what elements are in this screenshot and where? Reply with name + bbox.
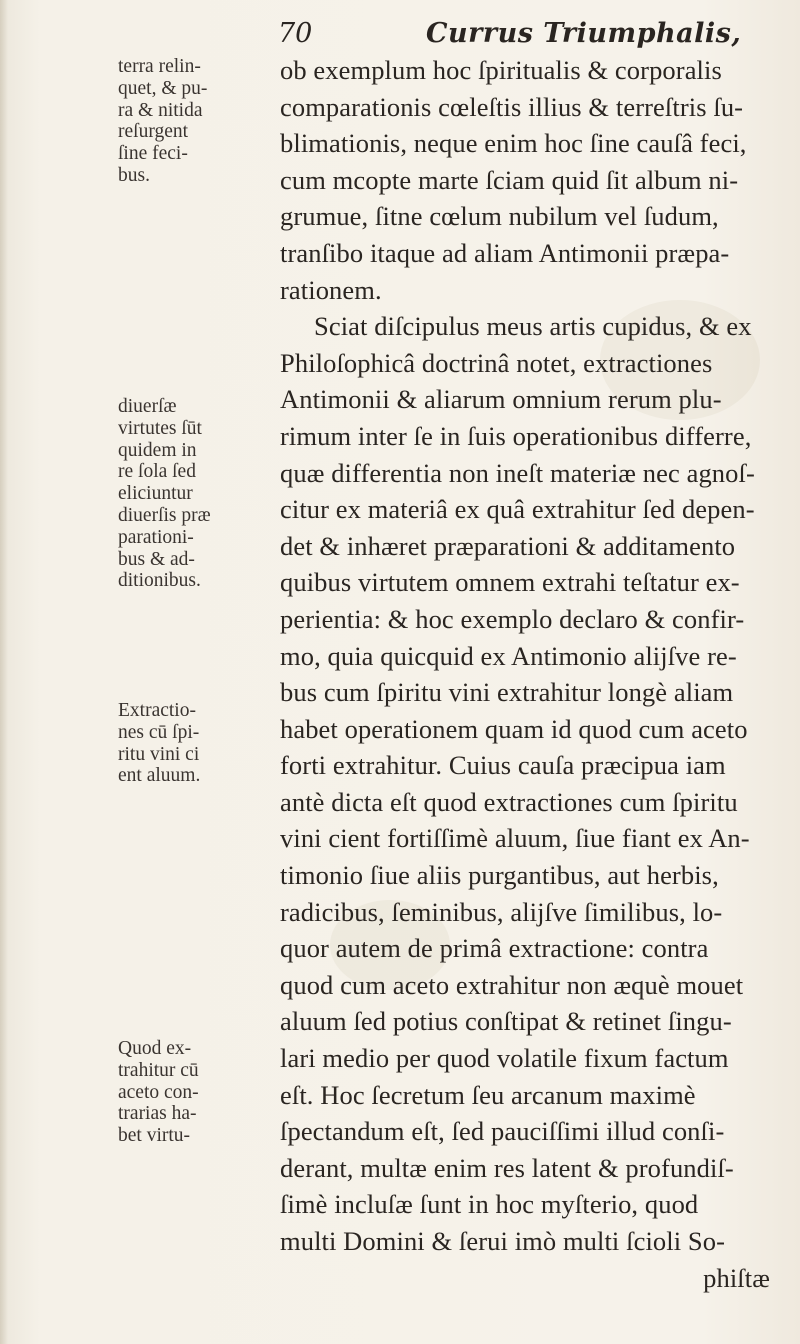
margin-note-line: quidem in: [118, 439, 197, 461]
margin-note-line: aceto con-: [118, 1081, 199, 1103]
text-line: mo, quia quicquid ex Antimonio alijſve re-: [280, 640, 737, 671]
text-line: lari medio per quod volatile fixum factum: [280, 1043, 729, 1074]
margin-note-line: eliciuntur: [118, 483, 193, 505]
margin-note-line: Quod ex-: [118, 1038, 192, 1059]
catchword: phiſtæ: [703, 1262, 770, 1293]
text-line: blimationis, neque enim hoc ſine cauſâ feci,: [280, 128, 747, 159]
margin-note-line: parationi-: [118, 526, 194, 548]
margin-note-line: nes cū ſpi-: [118, 721, 200, 743]
text-line: antè dicta eſt quod extractiones cum ſpiritu: [280, 786, 738, 817]
margin-note-line: diuerſis præ: [118, 504, 211, 526]
margin-note-line: bus.: [118, 164, 150, 186]
margin-note-line: virtutes ſūt: [118, 417, 202, 439]
text-line: bus cum ſpiritu vini extrahitur longè aliam: [280, 677, 734, 708]
text-line: citur ex materiâ ex quâ extrahitur ſed depen-: [280, 494, 755, 525]
running-title: Currus Triumphalis,: [426, 18, 742, 49]
text-line: radicibus, ſeminibus, alijſve ſimilibus, lo-: [280, 896, 723, 927]
text-line: ſpectandum eſt, ſed pauciſſimi illud conſi-: [280, 1116, 725, 1147]
text-line: eſt. Hoc ſecretum ſeu arcanum maximè: [280, 1079, 696, 1110]
margin-note-line: ſine feci-: [118, 143, 188, 165]
text-line: rationem.: [280, 274, 382, 305]
text-line: cum mcopte marte ſciam quid ſit album ni-: [280, 164, 739, 195]
margin-note-line: trahitur cū: [118, 1059, 199, 1081]
margin-note-4: [118, 1038, 268, 1147]
margin-note-1: [118, 56, 268, 187]
text-line: perientia: & hoc exemplo declaro & confir-: [280, 603, 745, 634]
margin-note-line: ent aluum.: [118, 765, 201, 787]
text-line: quor autem de primâ extractione: contra: [280, 933, 709, 964]
text-line: forti extrahitur. Cuius cauſa præcipua iam: [280, 750, 726, 781]
text-line: Sciat diſcipulus meus artis cupidus, & ex: [314, 311, 752, 342]
margin-note-line: terra relin-: [118, 56, 201, 77]
text-line: derant, multæ enim res latent & profundiſ-: [280, 1152, 734, 1183]
margin-note-line: bet virtu-: [118, 1125, 191, 1147]
text-line: det & inhæret præparationi & additamento: [280, 530, 736, 561]
margin-note-line: ditionibus.: [118, 570, 201, 592]
page-gutter-shadow: [0, 0, 8, 1344]
text-line: rimum inter ſe in ſuis operationibus differre,: [280, 420, 752, 451]
margin-note-line: ra & nitida: [118, 99, 203, 121]
text-line: Antimonii & aliarum omnium rerum plu-: [280, 384, 722, 415]
running-head: [268, 14, 788, 54]
text-line: quibus virtutem omnem extrahi teſtatur ex-: [280, 567, 740, 598]
margin-note-line: quet, & pu-: [118, 77, 208, 99]
margin-note-line: ritu vini ci: [118, 743, 200, 765]
text-line: aluum ſed potius conſtipat & retinet ſingu-: [280, 1006, 732, 1037]
margin-note-3: [118, 700, 268, 787]
text-line: ob exemplum hoc ſpiritualis & corporalis: [280, 55, 722, 85]
text-line: quæ differentia non ineſt materiæ nec agnoſ-: [280, 457, 755, 488]
text-line: multi Domini & ſerui imò multi ſcioli So-: [280, 1226, 726, 1256]
text-line: quod cum aceto extrahitur non æquè mouet: [280, 969, 744, 1000]
margin-note-2: [118, 396, 268, 592]
page-number: 70: [278, 18, 313, 49]
text-line: ſimè incluſæ ſunt in hoc myſterio, quod: [280, 1189, 699, 1220]
margin-note-line: Extractio-: [118, 700, 196, 721]
text-line: timonio ſiue aliis purgantibus, aut herbis,: [280, 860, 719, 891]
text-line: tranſibo itaque ad aliam Antimonii præpa-: [280, 237, 730, 268]
margin-note-line: reſurgent: [118, 121, 189, 143]
margin-note-line: diuerſæ: [118, 396, 177, 417]
main-text-block: [280, 52, 790, 1296]
margin-note-line: re ſola ſed: [118, 461, 196, 483]
text-line: vini cient fortiſſimè aluum, ſiue fiant ex An-: [280, 823, 750, 854]
text-line: habet operationem quam id quod cum aceto: [280, 713, 748, 744]
margin-note-line: trarias ha-: [118, 1103, 197, 1125]
text-line: Philoſophicâ doctrinâ notet, extractiones: [280, 347, 713, 378]
margin-note-line: bus & ad-: [118, 548, 195, 570]
text-line: comparationis cœleſtis illius & terreſtris ſu-: [280, 91, 744, 122]
text-line: grumue, ſitne cœlum nubilum vel ſudum,: [280, 201, 719, 232]
